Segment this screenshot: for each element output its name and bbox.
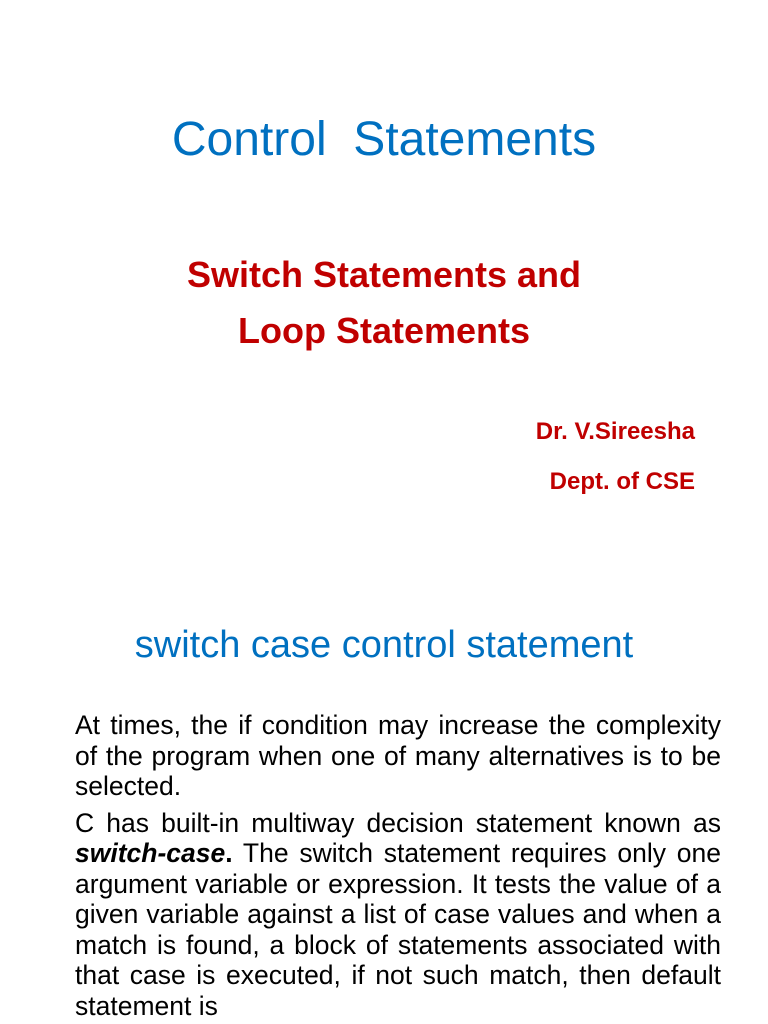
content-slide-title: switch case control statement bbox=[134, 624, 634, 666]
paragraph-lead: C has built-in multiway decision statement known as bbox=[75, 807, 721, 838]
paragraph-rest: The switch statement requires only one argument variable or expression. It tests the value of a given variable against a list of case values and when a match is found, a block of statements associated with that case is executed, if not such match, then default statement is bbox=[75, 838, 721, 1021]
content-slide bbox=[0, 575, 768, 1024]
subtitle-line: Loop Statements bbox=[237, 310, 531, 351]
paragraph-intro: At times, the if condition may increase the complexity of the program when one of many alternatives is to be selected. bbox=[75, 710, 721, 801]
author-department: Dept. of CSE bbox=[549, 468, 695, 495]
subtitle-line: Switch Statements and bbox=[186, 254, 582, 295]
paragraph-switch-case bbox=[75, 808, 721, 1022]
content-body bbox=[75, 710, 721, 1024]
slide-subtitle bbox=[0, 247, 768, 359]
switch-case-term: switch-case bbox=[75, 838, 226, 868]
slide-title: Control Statements bbox=[171, 113, 597, 166]
author-block bbox=[536, 407, 695, 507]
term-period: . bbox=[225, 838, 233, 868]
author-name: Dr. V.Sireesha bbox=[535, 418, 695, 445]
